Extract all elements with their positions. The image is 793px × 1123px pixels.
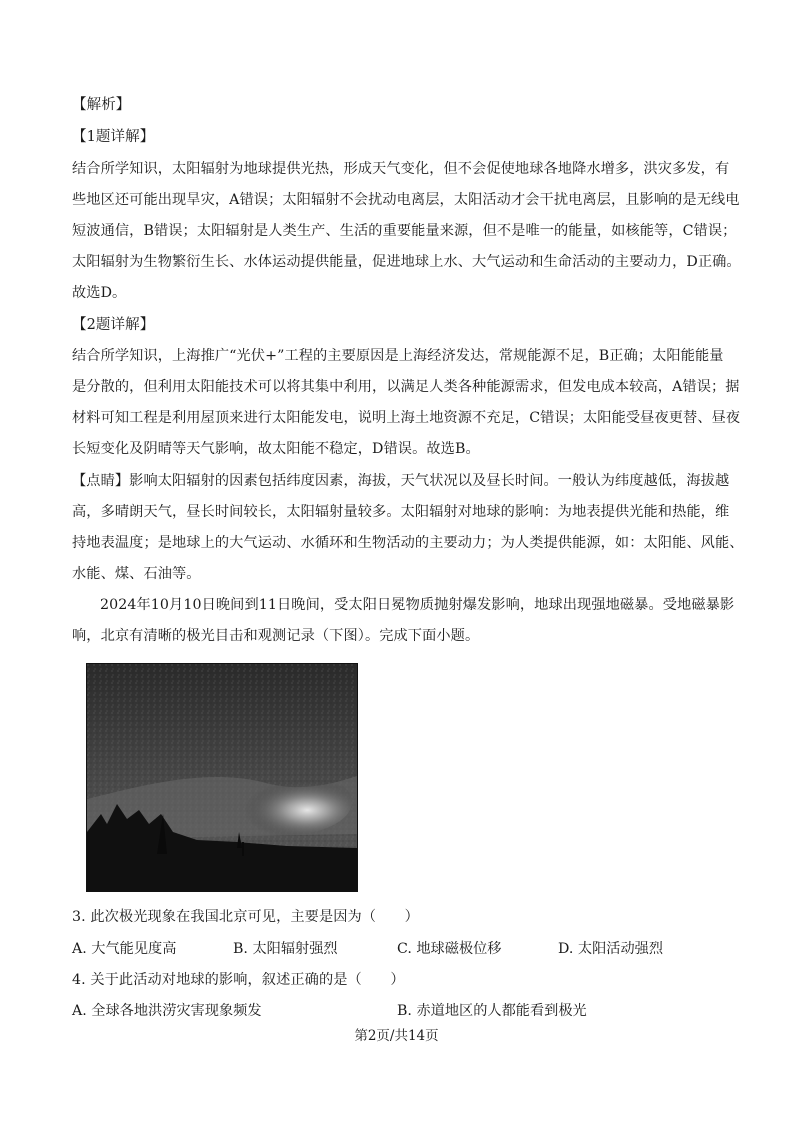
q1-paragraph-line: 太阳辐射为生物繁衍生长、水体运动提供能量，促进地球上水、大气运动和生命活动的主要动力，D正确。 [72, 254, 741, 270]
q1-paragraph-line: 短波通信，B错误；太阳辐射是人类生产、生活的重要能量来源，但不是唯一的能量，如核能等，C错误； [72, 223, 737, 239]
q2-paragraph-line: 材料可知工程是利用屋顶来进行太阳能发电，说明上海土地资源不充足，C错误；太阳能受昼夜更替、昼夜 [72, 410, 741, 426]
q4-option-b[interactable]: B. 赤道地区的人都能看到极光 [397, 1003, 587, 1019]
tip-paragraph-line: 持地表温度；是地球上的大气运动、水循环和生物活动的主要动力；为人类提供能源，如：太阳能、风能、 [72, 535, 744, 551]
q1-detail-heading: 【1题详解】 [72, 129, 155, 145]
q2-paragraph-line: 长短变化及阴晴等天气影响，故太阳能不稳定，D错误。故选B。 [72, 441, 480, 457]
q3-option-b[interactable]: B. 太阳辐射强烈 [233, 941, 338, 957]
q3-option-c[interactable]: C. 地球磁极位移 [397, 941, 502, 957]
q2-paragraph-line: 是分散的，但利用太阳能技术可以将其集中利用，以满足人类各种能源需求，但发电成本较高，A错误；据 [72, 379, 740, 395]
q3-option-a[interactable]: A. 大气能见度高 [72, 941, 177, 957]
q4-option-a[interactable]: A. 全球各地洪涝灾害现象频发 [72, 1003, 262, 1019]
q2-detail-heading: 【2题详解】 [72, 317, 155, 333]
tip-paragraph-line: 水能、煤、石油等。 [72, 566, 201, 582]
q3-option-d[interactable]: D. 太阳活动强烈 [558, 941, 664, 957]
tip-paragraph-line: 【点睛】影响太阳辐射的因素包括纬度因素，海拔，天气状况以及昼长时间。一般认为纬度越低，海拔越 [72, 473, 730, 489]
q2-paragraph-line: 结合所学知识，上海推广“光伏+”工程的主要原因是上海经济发达，常规能源不足，B正确；太阳能能量 [72, 348, 724, 364]
tip-paragraph-line: 高，多晴朗天气，昼长时间较长，太阳辐射量较多。太阳辐射对地球的影响：为地表提供光能和热能，维 [72, 504, 730, 520]
intro-paragraph-line: 2024年10月10日晚间到11日晚间，受太阳日冕物质抛射爆发影响，地球出现强地磁暴。受地磁暴影 [100, 597, 735, 613]
q1-paragraph-line: 结合所学知识，太阳辐射为地球提供光热，形成天气变化，但不会促使地球各地降水增多，洪灾多发，有 [72, 161, 730, 177]
page-number-footer: 第2页/共14页 [354, 1028, 439, 1044]
q1-paragraph-line: 些地区还可能出现旱灾，A错误；太阳辐射不会扰动电离层，太阳活动才会干扰电离层，且影响的是无线电 [72, 192, 740, 208]
q1-paragraph-line: 故选D。 [72, 285, 127, 301]
question-3-stem: 3. 此次极光现象在我国北京可见，主要是因为（ ） [72, 909, 419, 925]
aurora-photo [86, 663, 358, 892]
intro-paragraph-line: 响，北京有清晰的极光目击和观测记录（下图）。完成下面小题。 [72, 628, 480, 644]
analysis-heading: 【解析】 [72, 97, 131, 113]
question-4-stem: 4. 关于此活动对地球的影响，叙述正确的是（ ） [72, 972, 405, 988]
